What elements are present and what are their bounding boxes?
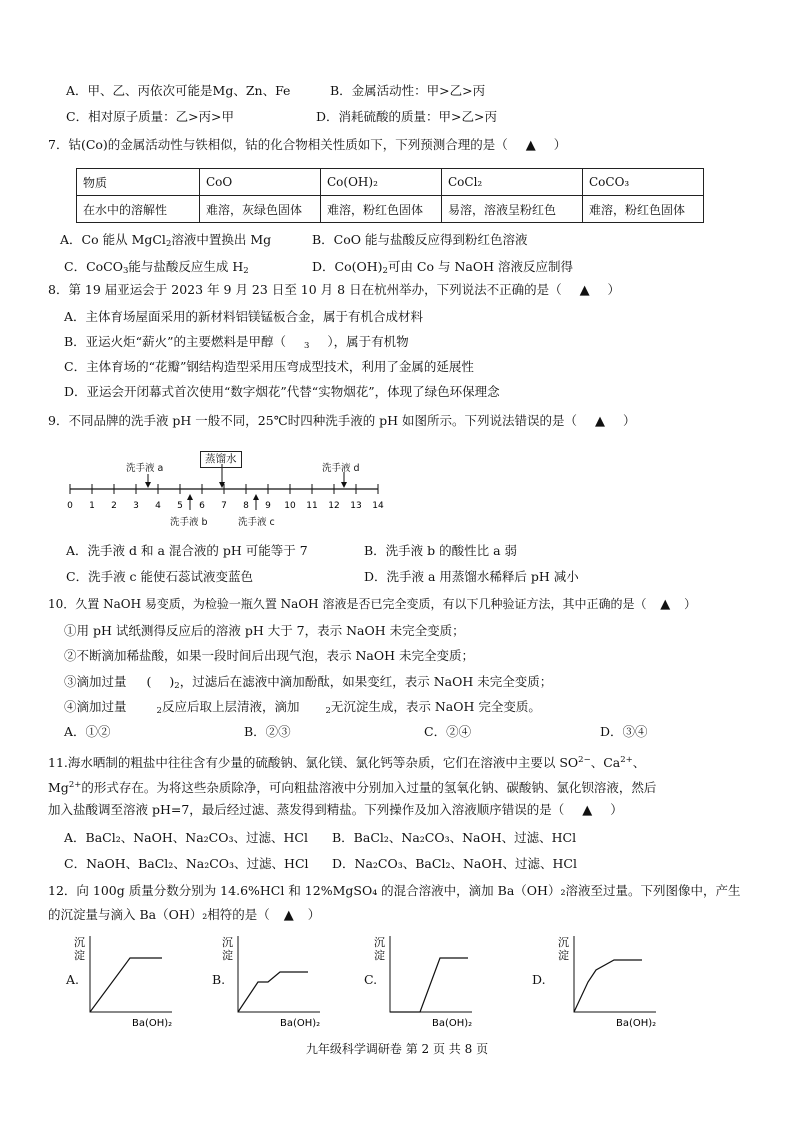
q8-option-d: D．亚运会开闭幕式首次使用“数字烟花”代替“实物烟花”，体现了绿色环保理念 <box>64 384 500 399</box>
graph-ylabel: 淀 <box>222 949 233 962</box>
q12-stem-line2: 的沉淀量与滴入 Ba（OH）₂相符的是（ ▲ ） <box>48 907 321 923</box>
triangle-marker: ▲ <box>660 597 671 612</box>
table-row <box>77 196 704 223</box>
ph-tick-label: 2 <box>111 501 117 511</box>
q11-stem-line3: 加入盐酸调至溶液 pH=7，最后经过滤、蒸发得到精盐。下列操作及加入溶液顺序错误的是（ ▲ ） <box>48 802 623 818</box>
table-cell: 物质 <box>77 169 200 196</box>
graph-ylabel: 淀 <box>558 949 569 962</box>
graph-xlabel: Ba(OH)₂ <box>616 1018 657 1029</box>
ph-tick-label: 7 <box>221 501 227 511</box>
q9-option-b: B．洗手液 b 的酸性比 a 弱 <box>364 543 518 558</box>
graph-axes <box>574 936 656 1012</box>
q8-option-a: A．主体育场屋面采用的新材料铝镁锰板合金，属于有机合成材料 <box>64 309 424 324</box>
distilled-water-label: 蒸馏水 <box>200 451 242 468</box>
q6-option-d: D．消耗硫酸的质量：甲>乙>丙 <box>316 109 497 124</box>
table-cell: CoCl₂ <box>442 169 583 196</box>
graph-xlabel: Ba(OH)₂ <box>280 1018 321 1029</box>
graph-xlabel: Ba(OH)₂ <box>132 1018 173 1029</box>
q6-option-a: A．甲、乙、丙依次可能是Mg、Zn、Fe <box>66 83 291 98</box>
table-cell: 难溶，粉红色固体 <box>583 196 704 223</box>
graph-ylabel: 沉 <box>558 936 569 949</box>
ph-tick-label: 13 <box>350 501 362 511</box>
q10-method-4: ④滴加过量 $_2$反应后取上层清液，滴加 $_2$无沉淀生成，表示 NaOH 完全变质。 <box>64 699 541 716</box>
graph-xlabel: Ba(OH)₂ <box>432 1018 473 1029</box>
triangle-marker: ▲ <box>525 138 536 153</box>
q8-stem: 8．第 19 届亚运会于 2023 年 9 月 23 日至 10 月 8 日在杭州举办，下列说法不正确的是（ ▲ ） <box>48 282 621 298</box>
q8-option-c: C．主体育场的“花瓣”钢结构造型采用压弯成型技术，利用了金属的延展性 <box>64 359 474 374</box>
table-cell: 难溶，粉红色固体 <box>321 196 442 223</box>
ph-tick-label: 6 <box>199 501 205 511</box>
q6-option-b: B．金属活动性：甲>乙>丙 <box>330 83 486 98</box>
ph-tick-label: 8 <box>243 501 249 511</box>
q8-option-b: B．亚运火炬“薪火”的主要燃料是甲醇（ $_3$ ），属于有机物 <box>64 334 409 351</box>
q11-option-d: D．Na₂CO₃、BaCl₂、NaOH、过滤、HCl <box>332 856 577 871</box>
ph-tick-label: 1 <box>89 501 95 511</box>
ph-tick-label: 12 <box>328 501 340 511</box>
graph-axes <box>90 936 172 1012</box>
q11-option-a: A．BaCl₂、NaOH、Na₂CO₃、过滤、HCl <box>64 830 308 845</box>
q10-method-2: ②不断滴加稀盐酸，如果一段时间后出现气泡，表示 NaOH 未完全变质； <box>64 648 474 663</box>
ph-tick-label: 3 <box>133 501 139 511</box>
triangle-marker: ▲ <box>579 283 590 298</box>
q9-option-a: A．洗手液 d 和 a 混合液的 pH 可能等于 7 <box>66 543 308 558</box>
q7-stem: 7．钴(Co)的金属活动性与铁相似，钴的化合物相关性质如下，下列预测合理的是（ ▲ ） <box>48 137 567 153</box>
handwash-a-label: 洗手液 a <box>126 463 164 474</box>
precipitate-graphs <box>0 930 794 1030</box>
graph-ylabel: 沉 <box>374 936 385 949</box>
page-footer: 九年级科学调研卷 第 2 页 共 8 页 <box>305 1042 489 1056</box>
triangle-marker: ▲ <box>283 908 294 923</box>
graph-curve <box>390 958 468 1012</box>
ph-tick-label: 11 <box>306 501 318 511</box>
graph-curve <box>574 960 642 1012</box>
ph-tick-label: 9 <box>265 501 271 511</box>
graph-ylabel: 沉 <box>222 936 233 949</box>
q10-option-a: A．①② <box>64 724 111 739</box>
table-cell: 难溶，灰绿色固体 <box>200 196 321 223</box>
handwash-c-label: 洗手液 c <box>238 517 275 528</box>
table-header-row <box>77 169 704 196</box>
q9-stem: 9．不同品牌的洗手液 pH 一般不同，25℃时四种洗手液的 pH 如图所示。下列说法错误的是（ ▲ ） <box>48 413 636 429</box>
q10-method-1: ①用 pH 试纸测得反应后的溶液 pH 大于 7，表示 NaOH 未完全变质； <box>64 623 465 638</box>
graph-axes <box>238 936 320 1012</box>
graph-d-letter: D. <box>532 972 546 987</box>
table-cell: 在水中的溶解性 <box>77 196 200 223</box>
q10-option-b: B．②③ <box>244 724 291 739</box>
table-cell: CoO <box>200 169 321 196</box>
table-cell: Co(OH)₂ <box>321 169 442 196</box>
q10-stem: 10．久置 NaOH 易变质，为检验一瓶久置 NaOH 溶液是否已完全变质，有以下几种验证方法，其中正确的是（ ▲ ） <box>48 597 697 612</box>
q7-option-a: A．Co 能从 MgCl$_2$溶液中置换出 Mg <box>60 232 272 249</box>
graph-a-letter: A. <box>66 972 80 987</box>
graph-ylabel: 淀 <box>374 949 385 962</box>
q11-option-b: B．BaCl₂、Na₂CO₃、NaOH、过滤、HCl <box>332 830 577 845</box>
q10-method-3: ③滴加过量 ( )$_2$，过滤后在滤液中滴加酚酞，如果变红，表示 NaOH 未完全变质； <box>64 674 553 691</box>
q10-option-d: D．③④ <box>600 724 648 739</box>
q9-option-c: C．洗手液 c 能使石蕊试液变蓝色 <box>66 569 254 584</box>
q11-stem-line2: $Mg^{2+}$的形式存在。为将这些杂质除净，可向粗盐溶液中分别加入过量的氢氧化钠、碳酸钠、氯化钡溶液，然后 <box>48 780 657 795</box>
graph-ylabel: 淀 <box>74 949 85 962</box>
q7-option-b: B．CoO 能与盐酸反应得到粉红色溶液 <box>312 232 528 247</box>
q10-option-c: C．②④ <box>424 724 472 739</box>
handwash-b-label: 洗手液 b <box>170 517 208 528</box>
q11-option-c: C．NaOH、BaCl₂、Na₂CO₃、过滤、HCl <box>64 856 309 871</box>
handwash-d-label: 洗手液 d <box>322 463 360 474</box>
ph-tick-label: 10 <box>284 501 296 511</box>
graph-curve <box>238 972 308 1012</box>
q7-option-c: C．CoCO$_3$能与盐酸反应生成 $H_2$ <box>64 259 249 276</box>
graph-axes <box>390 936 472 1012</box>
q12-stem-line1: 12．向 100g 质量分数分别为 14.6%HCl 和 12%MgSO₄ 的混合溶液中，滴加 Ba（OH）₂溶液至过量。下列图像中，产生 <box>48 883 741 898</box>
cobalt-properties-table <box>76 168 704 223</box>
table-cell: 易溶，溶液呈粉红色 <box>442 196 583 223</box>
ph-tick-label: 14 <box>372 501 384 511</box>
ph-tick-label: 4 <box>155 501 161 511</box>
graph-b-letter: B. <box>212 972 226 987</box>
triangle-marker: ▲ <box>595 414 606 429</box>
graph-c-letter: C. <box>364 972 378 987</box>
ph-tick-label: 0 <box>67 501 73 511</box>
ph-tick-label: 5 <box>177 501 183 511</box>
q7-option-d: D．$Co(OH)_2$可由 Co 与 NaOH 溶液反应制得 <box>312 259 573 276</box>
table-cell: CoCO₃ <box>583 169 704 196</box>
graph-ylabel: 沉 <box>74 936 85 949</box>
graph-curve <box>90 958 162 1012</box>
q6-option-c: C．相对原子质量：乙>丙>甲 <box>66 109 235 124</box>
q9-option-d: D．洗手液 a 用蒸馏水稀释后 pH 减小 <box>364 569 579 584</box>
triangle-marker: ▲ <box>582 803 593 818</box>
q11-stem-line1: 11.海水晒制的粗盐中往往含有少量的硫酸钠、氯化镁、氯化钙等杂质，它们在溶液中主要以 $SO^{2-}$、$Ca^{2+}$、 <box>48 755 646 770</box>
